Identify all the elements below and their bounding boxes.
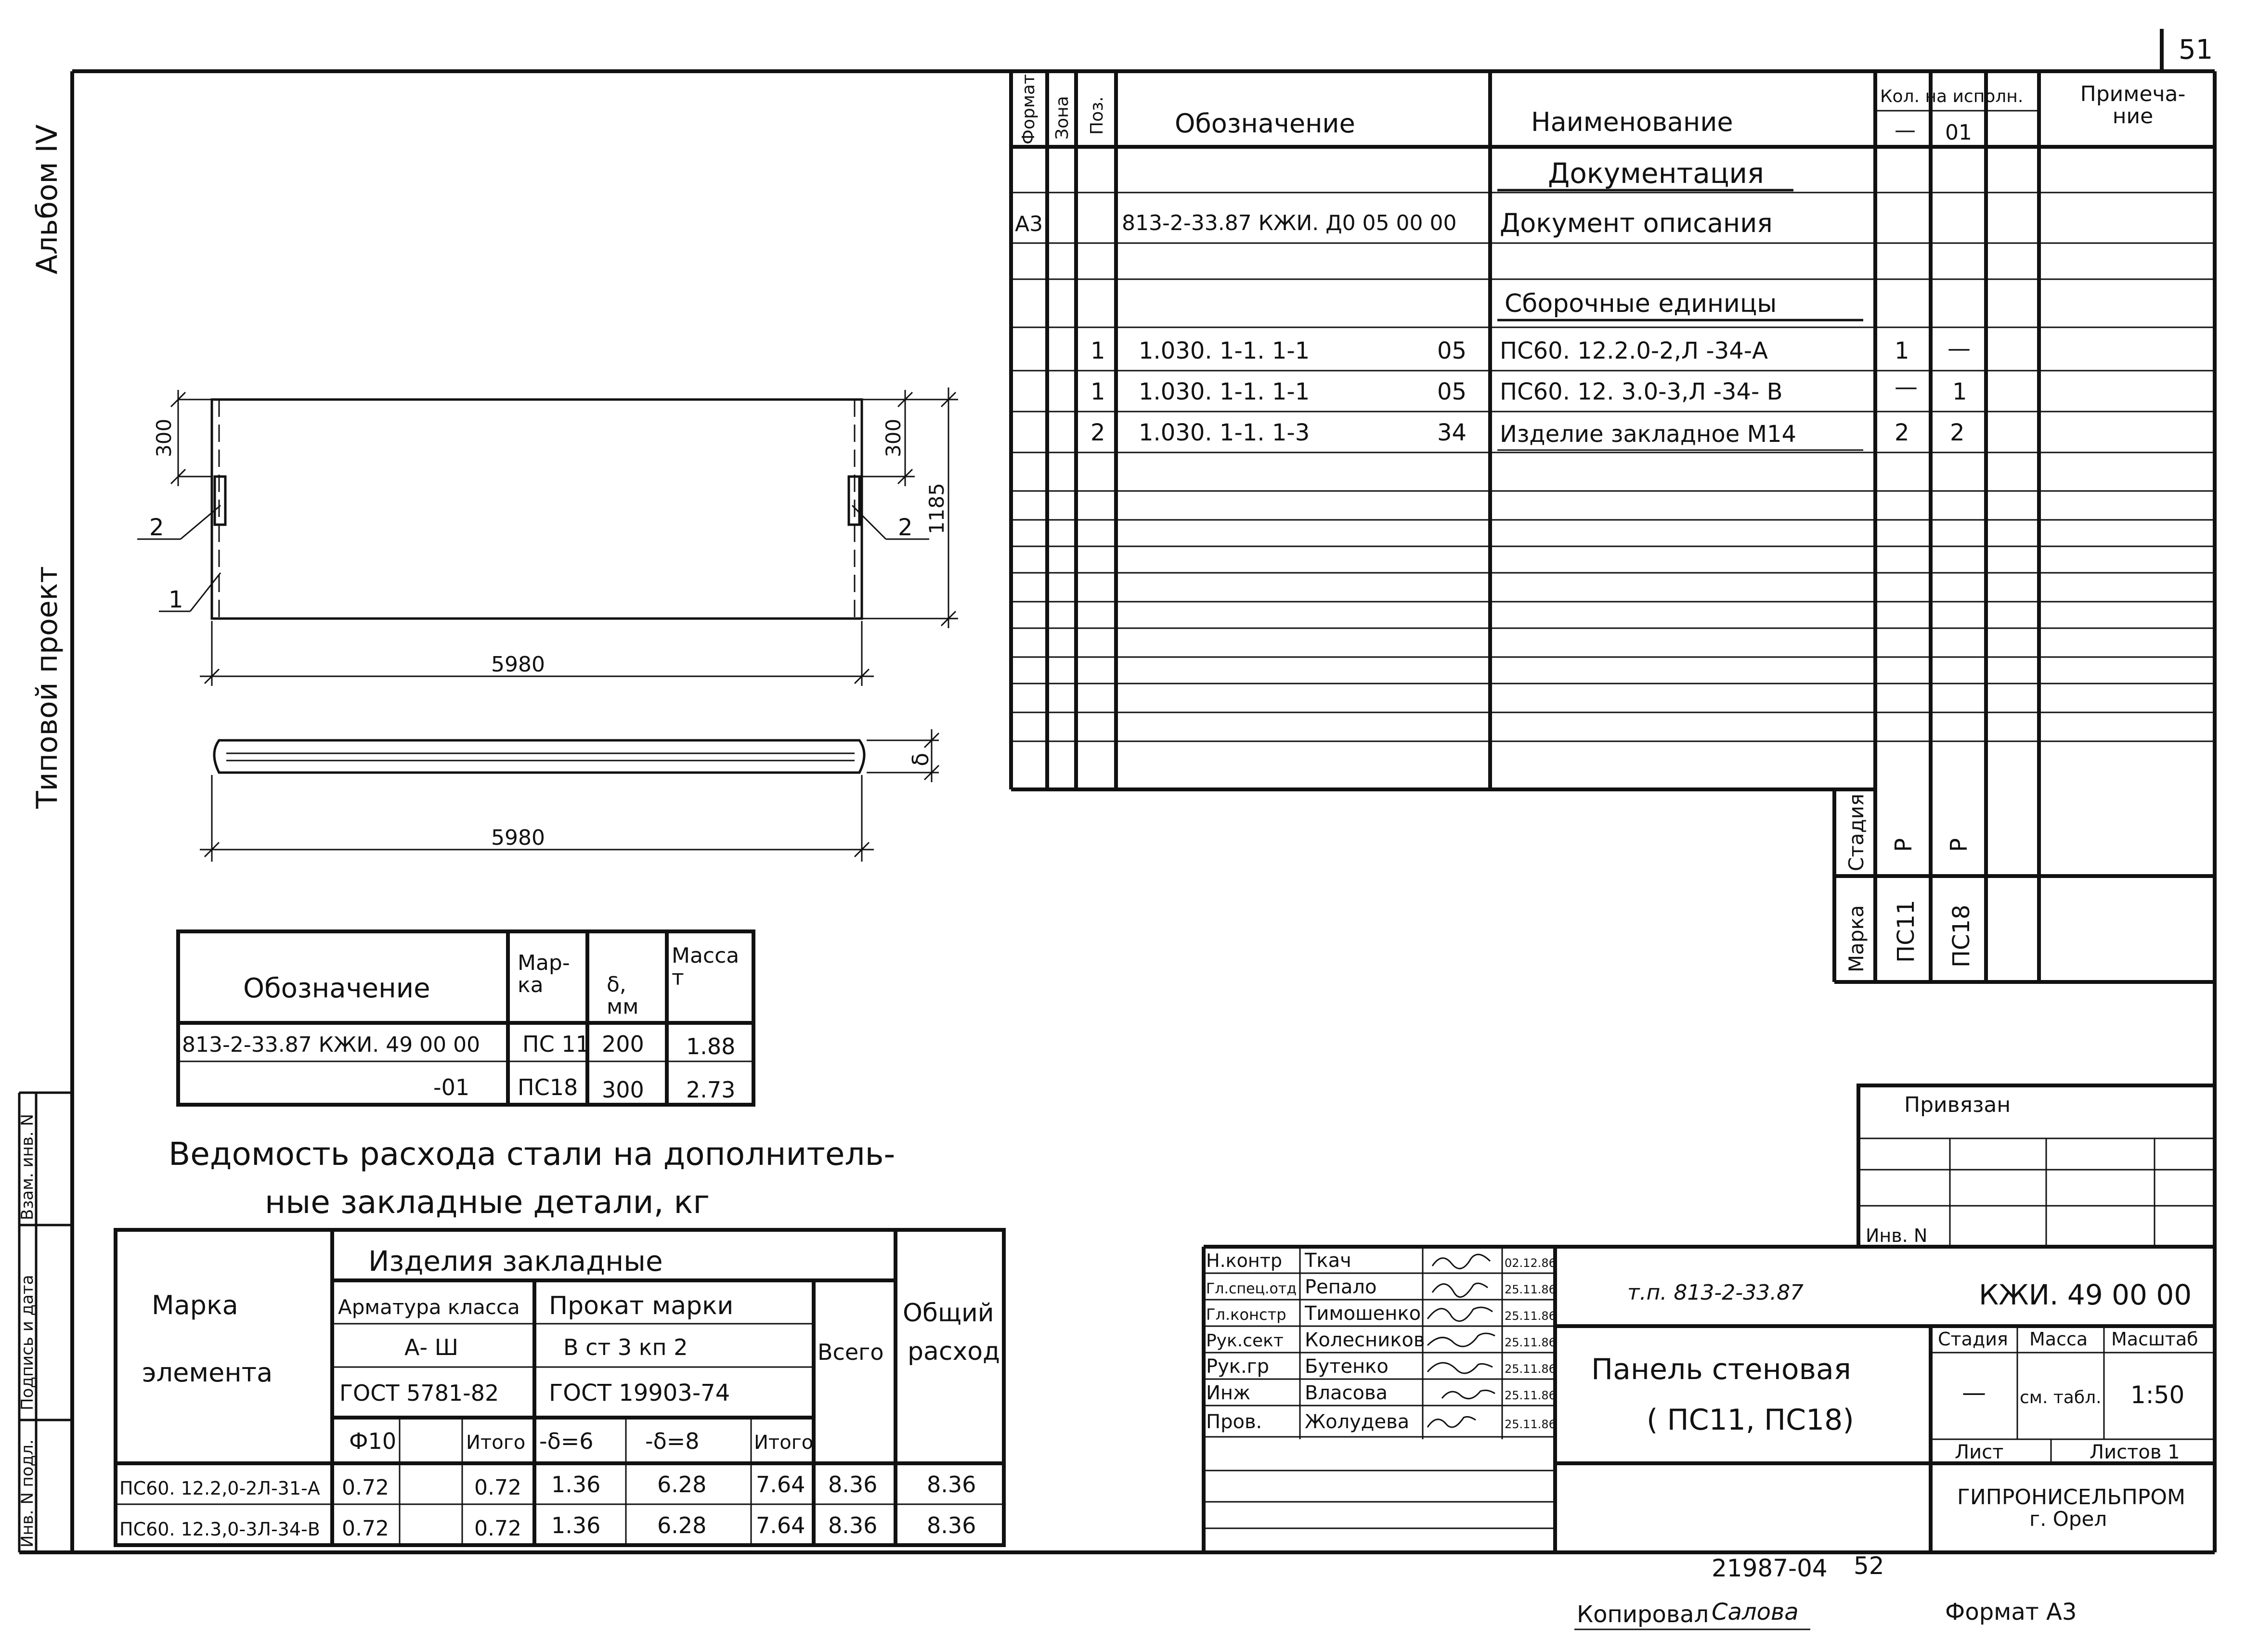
spec-row1-designation: 1.030. 1-1. 1-1 (1139, 337, 1310, 364)
mass-header-mark-line-2: ка (518, 973, 544, 998)
steel-row1-d8: 6.28 (657, 1471, 707, 1497)
tb-name-2: Репало (1305, 1276, 1377, 1298)
margin-sign-date: Подпись и дата (18, 1275, 37, 1410)
tb-name-6: Власова (1305, 1382, 1388, 1404)
tb-role-4: Рук.сект (1206, 1331, 1284, 1351)
mass-header-mass-line-1: Масса (672, 943, 740, 968)
steel-rolled-grade: В ст 3 кп 2 (563, 1334, 688, 1360)
steel-row2-it2: 7.64 (756, 1512, 805, 1538)
spec-row3-designation: 1.030. 1-1. 1-3 (1139, 419, 1310, 446)
tb-role-3: Гл.констр (1206, 1305, 1286, 1324)
tb-date-5: 25.11.86 (1505, 1362, 1556, 1376)
steel-row2-it1: 0.72 (474, 1516, 521, 1541)
spec-header-designation: Обозначение (1175, 108, 1355, 139)
spec-row2-code: 05 (1437, 378, 1467, 405)
tb-name-5: Бутенко (1305, 1355, 1389, 1378)
tb-role-6: Инж (1206, 1382, 1251, 1404)
spec-header-name: Наименование (1531, 107, 1733, 137)
mark-value-1: ПС11 (1893, 900, 1920, 963)
tb-scale-val: 1:50 (2130, 1381, 2185, 1409)
steel-row1-mark: ПС60. 12.2,0-2Л-31-А (119, 1478, 320, 1499)
steel-products-header: Изделия закладные (368, 1245, 663, 1278)
tb-date-2: 25.11.86 (1505, 1283, 1556, 1296)
steel-total-header-2: расход (908, 1337, 1000, 1366)
footer-copied-name: Салова (1712, 1599, 1799, 1626)
callout-2-right: 2 (898, 514, 913, 541)
tb-role-7: Пров. (1206, 1411, 1262, 1433)
steel-row1-phi10: 0.72 (342, 1475, 389, 1500)
steel-rolled-header: Прокат марки (549, 1291, 734, 1320)
steel-mark-header-2: элемента (142, 1357, 273, 1388)
steel-rebar-header: Арматура класса (338, 1295, 520, 1319)
steel-phi10-header: Ф10 (349, 1428, 397, 1454)
mass-header-mark (518, 951, 570, 997)
mass-row2-mark: ПС18 (518, 1074, 578, 1100)
tb-scale-hdr: Масштаб (2111, 1329, 2198, 1350)
tb-stage-hdr: Стадия (1938, 1329, 2008, 1350)
spec-row2-pos: 1 (1091, 378, 1105, 405)
steel-delta6-header: -δ=6 (539, 1428, 594, 1454)
tb-title-line2: ( ПС11, ПС18) (1647, 1403, 1854, 1437)
tb-code: КЖИ. 49 00 00 (1979, 1278, 2192, 1311)
margin-vzam-inv: Взам. инв. N (18, 1114, 37, 1220)
callout-1: 1 (169, 586, 183, 613)
stage-value-2: Р (1946, 838, 1973, 852)
spec-row1-q2: — (1947, 335, 1971, 362)
tb-sheets-hdr: Листов 1 (2090, 1441, 2180, 1463)
mass-header-delta (607, 972, 638, 1019)
steel-row2-phi10: 0.72 (342, 1516, 389, 1541)
steel-row2-d6: 1.36 (551, 1512, 601, 1538)
steel-delta8-header: -δ=8 (645, 1428, 700, 1454)
mass-row2-delta: 300 (602, 1077, 644, 1103)
spec-row1-pos: 1 (1091, 337, 1105, 364)
spec-header-qty-dash: — (1895, 118, 1916, 142)
steel-row1-vsego: 8.36 (828, 1471, 878, 1497)
steel-rolled-gost: ГОСТ 19903-74 (549, 1380, 730, 1407)
spec-row3-q2: 2 (1950, 419, 1965, 446)
tb-stage-val: — (1962, 1379, 1986, 1407)
steel-rebar-class: А- Ш (404, 1334, 458, 1360)
tb-title-line1: Панель стеновая (1591, 1353, 1851, 1386)
page-number: 51 (2179, 34, 2213, 65)
mass-header-delta-line-2: мм (607, 994, 639, 1020)
spec-header-note-line1-line-1: Примеча- (2080, 82, 2186, 106)
callout-2-left: 2 (149, 514, 164, 541)
spec-section-assemblies: Сборочные единицы (1505, 289, 1777, 318)
mass-row1-designation: 813-2-33.87 КЖИ. 49 00 00 (182, 1032, 480, 1057)
stage-mark-block (1834, 789, 2215, 982)
tb-role-5: Рук.гр (1206, 1355, 1270, 1378)
tb-name-4: Колесников (1305, 1329, 1425, 1351)
spec-header-format: Формат (1019, 74, 1039, 144)
steel-row2-mark: ПС60. 12.3,0-3Л-34-В (119, 1519, 320, 1540)
mass-row2-mass: 2.73 (686, 1077, 736, 1103)
tb-role-2: Гл.спец.отд (1206, 1280, 1297, 1297)
steel-total-header-1: Общий (903, 1299, 994, 1328)
steel-row1-it1: 0.72 (474, 1475, 521, 1500)
tb-date-7: 25.11.86 (1505, 1418, 1556, 1431)
tb-date-6: 25.11.86 (1505, 1389, 1556, 1402)
tb-sheet-hdr: Лист (1955, 1441, 2004, 1463)
steel-itogo1-header: Итого (466, 1432, 526, 1454)
steel-mark-header-1: Марка (152, 1290, 238, 1320)
tb-name-7: Жолудева (1305, 1411, 1410, 1433)
tb-project-ref: т.п. 813-2-33.87 (1627, 1280, 1804, 1305)
tb-name-3: Тимошенко (1305, 1303, 1421, 1325)
spec-doc-name: Документ описания (1500, 208, 1773, 238)
section-thickness-label: δ (908, 752, 934, 766)
stage-label: Стадия (1844, 793, 1868, 871)
binding-title: Привязан (1904, 1093, 2011, 1117)
spec-row1-code: 05 (1437, 337, 1467, 364)
steel-row2-total: 8.36 (927, 1512, 976, 1538)
spec-header-qty-01: 01 (1945, 120, 1972, 145)
mass-row1-mark: ПС 11 (522, 1031, 590, 1057)
margin-inv-orig: Инв. N подл. (18, 1439, 37, 1548)
mark-label: Марка (1844, 905, 1868, 972)
signature-scribbles (1428, 1254, 1495, 1427)
spec-row3-q1: 2 (1895, 419, 1909, 446)
tb-city: г. Орел (2029, 1507, 2107, 1531)
dim-top-right: 300 (882, 418, 905, 457)
spec-row1-q1: 1 (1895, 337, 1909, 364)
spec-row2-q1: — (1895, 374, 1918, 400)
mass-header-delta-line-1: δ, (607, 972, 626, 997)
steel-row1-it2: 7.64 (756, 1471, 805, 1497)
steel-itogo2-header: Итого (754, 1432, 814, 1454)
spec-doc-designation: 813-2-33.87 КЖИ. Д0 05 00 00 (1122, 211, 1457, 235)
steel-row1-total: 8.36 (927, 1471, 976, 1497)
panel-section-view (200, 729, 939, 862)
steel-vsego-header: Всего (818, 1339, 884, 1365)
tb-org: ГИПРОНИСЕЛЬПРОМ (1957, 1485, 2186, 1510)
spec-row2-q2: 1 (1952, 378, 1967, 405)
dim-top-left: 300 (152, 418, 176, 457)
tb-name-1: Ткач (1305, 1250, 1351, 1272)
spec-header-note (2080, 82, 2186, 129)
margin-project: Типовой проект (30, 566, 64, 809)
spec-header-qty: Кол. на исполн. (1880, 87, 2024, 106)
mass-header-mark-line-1: Мар- (518, 951, 570, 975)
mass-header-designation: Обозначение (243, 973, 430, 1004)
footer-archive-number: 21987-04 (1712, 1554, 1828, 1582)
spec-row3-name: Изделие закладное М14 (1500, 421, 1797, 448)
spec-row2-designation: 1.030. 1-1. 1-1 (1139, 378, 1310, 405)
stage-value-1: Р (1890, 838, 1917, 852)
spec-row1-name: ПС60. 12.2.0-2,Л -34-А (1500, 337, 1768, 364)
mark-value-2: ПС18 (1948, 904, 1975, 968)
mass-header-mass (672, 943, 739, 990)
tb-mass-hdr: Масса (2029, 1329, 2088, 1350)
spec-header-pos: Поз. (1087, 96, 1107, 135)
spec-doc-format: А3 (1015, 212, 1043, 236)
margin-album: Альбом IV (30, 124, 64, 274)
spec-header-zone: Зона (1052, 96, 1072, 140)
mass-row1-mass: 1.88 (686, 1033, 736, 1059)
tb-date-4: 25.11.86 (1505, 1336, 1556, 1349)
footer-copied-label: Копировал (1577, 1601, 1709, 1628)
steel-title-line2: ные закладные детали, кг (265, 1184, 710, 1221)
spec-row2-name: ПС60. 12. 3.0-3,Л -34- В (1500, 378, 1783, 405)
spec-row3-code: 34 (1437, 419, 1467, 446)
dim-width-section: 5980 (491, 826, 545, 850)
mass-header-mass-line-2: т (672, 966, 684, 991)
spec-row3-pos: 2 (1091, 419, 1105, 446)
spec-section-docs: Документация (1548, 157, 1764, 190)
footer-format: Формат А3 (1945, 1599, 2077, 1626)
dim-width-plan: 5980 (491, 652, 545, 677)
steel-rebar-gost: ГОСТ 5781-82 (339, 1380, 499, 1406)
mass-row2-designation: -01 (433, 1074, 470, 1100)
tb-mass-val: см. табл. (2020, 1388, 2102, 1407)
steel-row2-vsego: 8.36 (828, 1512, 878, 1538)
dim-height: 1185 (925, 483, 948, 534)
panel-plan-view (137, 387, 958, 686)
footer-archive-page: 52 (1854, 1552, 1884, 1580)
mass-row1-delta: 200 (602, 1031, 644, 1057)
tb-date-1: 02.12.86 (1505, 1256, 1556, 1270)
tb-role-1: Н.контр (1206, 1250, 1282, 1271)
steel-row1-d6: 1.36 (551, 1471, 601, 1497)
steel-row2-d8: 6.28 (657, 1512, 707, 1538)
spec-header-note-line1 (2080, 82, 2186, 129)
spec-header-note-line1-line-2: ние (2112, 104, 2154, 129)
tb-date-3: 25.11.86 (1505, 1309, 1556, 1323)
binding-inv: Инв. N (1866, 1225, 1928, 1246)
steel-title-line1: Ведомость расхода стали на дополнитель- (169, 1136, 896, 1173)
